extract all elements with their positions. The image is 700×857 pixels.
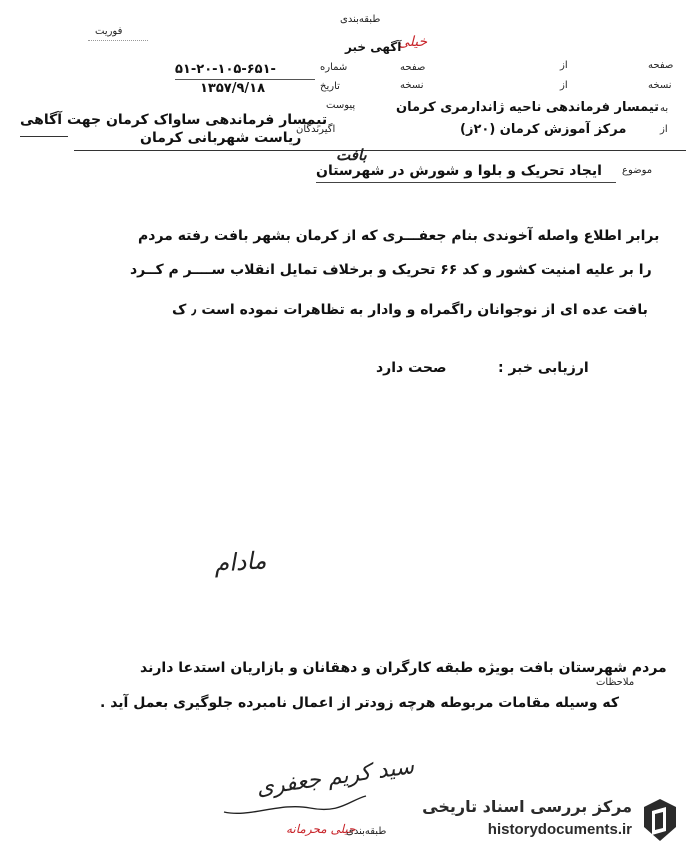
subject-text: ایجاد تحریک و بلوا و شورش در شهرستان bbox=[316, 163, 602, 179]
header-divider bbox=[74, 150, 686, 151]
copy-label-mid: نسخه bbox=[400, 80, 424, 91]
signature-flourish bbox=[220, 790, 370, 820]
watermark-logo-icon bbox=[638, 797, 680, 843]
subject-label: موضوع bbox=[622, 165, 653, 176]
remarks-line-1: مردم شهرستان بافت بویژه طبقه کارگران و دهقانان و بازاریان استدعا دارند bbox=[140, 660, 667, 676]
from-sender: مرکز آموزش کرمان (۲۰ز) bbox=[460, 122, 627, 137]
footer-classification-label: طبقه‌بندی bbox=[346, 826, 387, 837]
number-underline bbox=[175, 79, 315, 80]
recipient-police: ریاست شهربانی کرمان bbox=[140, 130, 302, 146]
classification-handwritten: خیلی bbox=[398, 34, 428, 50]
recipient-savak: تیمسار فرماندهی ساواک کرمان جهت آگاهی bbox=[20, 112, 328, 128]
to-recipient: تیمسار فرماندهی ناحیه ژاندارمری کرمان bbox=[396, 100, 660, 115]
remarks-line-2: که وسیله مقامات مربوطه هرچه زودتر از اعمال نامبرده جلوگیری بعمل آید . bbox=[100, 695, 620, 711]
body-line-1: برابر اطلاع واصله آخوندی بنام جعفـــری که از کرمان بشهر بافت رفته مردم bbox=[138, 228, 660, 244]
from-label-2: از bbox=[660, 124, 668, 135]
classification-box bbox=[88, 10, 148, 41]
signature: سید کریم جعفری bbox=[255, 754, 416, 801]
urgency-label: فوریت bbox=[95, 26, 123, 37]
subject-handwritten: بافت bbox=[336, 146, 367, 164]
footer-classification-handwritten: حیلی محرمانه bbox=[286, 822, 356, 836]
watermark-name: مرکز بررسی اسناد تاریخی bbox=[422, 797, 632, 816]
watermark bbox=[420, 793, 690, 849]
remarks-label: ملاحظات bbox=[596, 677, 635, 688]
from-label: از bbox=[560, 60, 568, 71]
copies-label: اگیرندگان bbox=[296, 124, 336, 135]
doc-type: آگهی خبر bbox=[345, 40, 402, 54]
margin-handwritten-note: مادام bbox=[213, 546, 268, 578]
evaluation-label: ارزیابی خبر : bbox=[498, 360, 589, 376]
document-date: ۱۳۵۷/۹/۱۸ bbox=[200, 81, 266, 96]
left-column-divider bbox=[20, 136, 68, 137]
copy-label: نسخه bbox=[648, 80, 672, 91]
attachment-label: پیوست bbox=[326, 100, 356, 111]
classification-label: طبقه‌بندی bbox=[340, 14, 381, 25]
page-label-mid: صفحه bbox=[400, 62, 426, 73]
to-label: به bbox=[660, 103, 669, 114]
page-label: صفحه bbox=[648, 60, 674, 71]
evaluation-value: صحت دارد bbox=[376, 360, 447, 376]
from-label-copy: از bbox=[560, 80, 568, 91]
document-number: ۵۱-۲۰-۱۰۵-۶۵۱- bbox=[175, 62, 276, 77]
date-label: تاریخ bbox=[320, 81, 340, 92]
body-line-2: را بر علیه امنیت کشور و کد ۶۶ تحریک و برخلاف تمایل انقلاب ســــر م کــرد bbox=[130, 262, 652, 278]
number-label: شماره bbox=[320, 62, 348, 73]
watermark-url: historydocuments.ir bbox=[487, 821, 632, 838]
subject-underline bbox=[316, 182, 616, 183]
body-line-3: بافت عده ای از نوجوانان راگمراه و وادار به تظاهرات نموده است ٫ ک bbox=[172, 302, 648, 318]
